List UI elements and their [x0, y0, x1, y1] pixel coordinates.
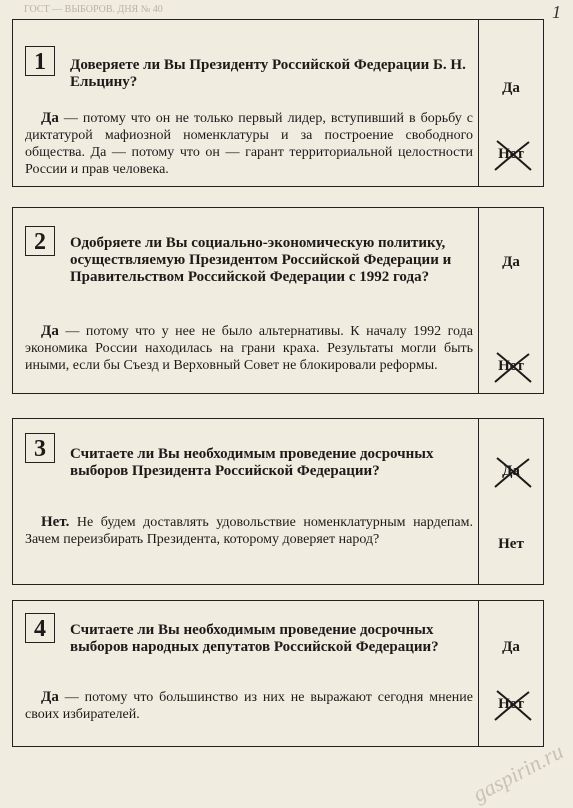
answer-word: Да [41, 689, 59, 705]
cross-mark-icon [493, 455, 533, 489]
question-block-2 [12, 207, 544, 394]
cross-mark-icon [493, 688, 533, 722]
watermark: gaspirin.ru [468, 738, 567, 807]
answer-word: Нет. [41, 514, 70, 530]
answer-word: Да [41, 323, 59, 339]
answer-text: Не будем доставлять удовольствие номенклатурным нардепам. Зачем переизбирать Президента, которому доверяет народ? [25, 515, 473, 547]
answer-explanation [25, 110, 473, 178]
faint-header: ГОСТ — ВЫБОРОВ. ДНЯ № 40 [24, 4, 163, 15]
cross-mark-icon [493, 138, 533, 172]
answer-text: — потому что большинство из них не выражают сегодня мнение своих избирателей. [25, 690, 473, 722]
answer-text: — потому что он не только первый лидер, вступивший в борьбу с диктатурой мафиозной номенклатуры и за построение свободного общества. Да — потому что он — гарант территориальной целостности России и прав человека. [25, 111, 473, 177]
answer-explanation [25, 323, 473, 374]
options-column [478, 419, 543, 584]
question-block-3 [12, 418, 544, 585]
question-text: Считаете ли Вы необходимым проведение досрочных выборов народных депутатов Российской Федерации? [70, 622, 439, 655]
options-column [478, 20, 543, 186]
question-text: Считаете ли Вы необходимым проведение досрочных выборов Президента Российской Федерации? [70, 446, 434, 479]
question-number: 2 [25, 226, 55, 256]
question-number: 3 [25, 433, 55, 463]
question-content [13, 208, 478, 393]
question-block-1 [12, 19, 544, 187]
question-block-4 [12, 600, 544, 747]
answer-explanation [25, 689, 473, 723]
options-column [478, 601, 543, 746]
question-text: Одобряете ли Вы социально-экономическую политику, осуществляемую Президентом Российской Федерации и Правительством Российской Федерации с 1992 года? [70, 235, 452, 285]
options-column [478, 208, 543, 393]
question-text: Доверяете ли Вы Президенту Российской Федерации Б. Н. Ельцину? [70, 57, 466, 90]
answer-explanation [25, 514, 473, 548]
question-number: 1 [25, 46, 55, 76]
answer-word: Да [41, 110, 59, 126]
cross-mark-icon [493, 350, 533, 384]
page-number: 1 [552, 2, 561, 22]
answer-text: — потому что у нее не было альтернативы. К началу 1992 года экономика России находилась на грани краха. Результаты могли быть иными, если бы Съезд и Верховный Совет не блокировали реформы. [25, 324, 473, 373]
option-no[interactable]: Нет [498, 146, 524, 162]
question-content [13, 601, 478, 746]
question-content [13, 419, 478, 584]
question-content [13, 20, 478, 186]
option-yes[interactable]: Да [502, 463, 520, 479]
option-no[interactable]: Нет [498, 536, 524, 552]
option-yes[interactable]: Да [502, 639, 520, 655]
option-yes[interactable]: Да [502, 254, 520, 270]
option-no[interactable]: Нет [498, 696, 524, 712]
question-number: 4 [25, 613, 55, 643]
option-yes[interactable]: Да [502, 80, 520, 96]
option-no[interactable]: Нет [498, 358, 524, 374]
